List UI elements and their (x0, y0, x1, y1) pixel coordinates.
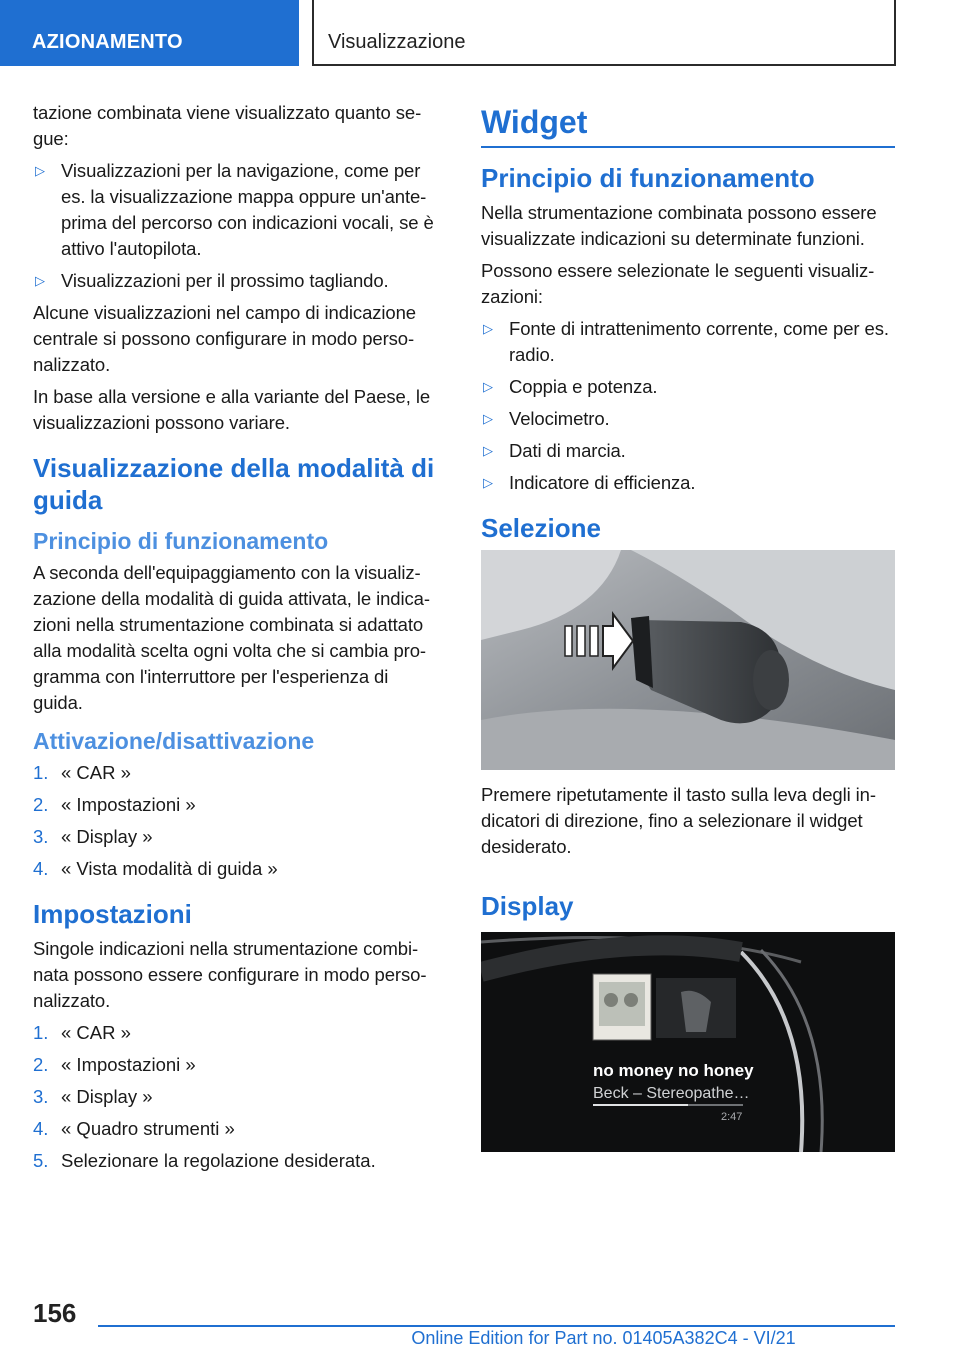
triangle-bullet-icon: ▷ (35, 163, 45, 178)
turn-signal-lever-image (481, 550, 895, 770)
section-tab: AZIONAMENTO (0, 0, 299, 66)
settings-text: Singole indicazioni nella strumentazione combi-nata possono essere configurare in modo perso-nalizzato. (33, 938, 427, 1011)
right-column (481, 100, 895, 1164)
chapter-title: Visualizzazione (312, 0, 896, 66)
instrument-display-image (481, 932, 895, 1152)
heading-selection: Selezione (481, 513, 601, 543)
heading-widget: Widget (481, 100, 895, 148)
list-item: 3. « Display » (33, 1086, 153, 1107)
heading-activation: Attivazione/disattivazione (33, 728, 315, 754)
list-item: 2. « Impostazioni » (33, 1054, 196, 1075)
paragraph-variants: In base alla versione e alla variante del Paese, le visualizzazioni possono variare. (33, 386, 431, 433)
heading-drive-mode: Visualizzazione della modalità di guida (33, 453, 435, 515)
heading-settings: Impostazioni (33, 899, 192, 929)
song-title: no money no honey (593, 1061, 754, 1080)
widget-principle-text: Nella strumentazione combinata possono essere visualizzate indicazioni su determinate funzioni. (481, 202, 877, 249)
triangle-bullet-icon: ▷ (483, 321, 493, 336)
widget-select-intro: Possono essere selezionate le seguenti visualiz-zazioni: (481, 260, 875, 307)
list-item: ▷ Velocimetro. (481, 406, 895, 432)
list-item: ▷ Visualizzazioni per il prossimo tagliando. (33, 268, 443, 294)
activation-steps (33, 760, 443, 882)
settings-steps (33, 1020, 443, 1174)
list-item: 4. « Vista modalità di guida » (33, 858, 278, 879)
list-item: 5. Selezionare la regolazione desiderata. (33, 1150, 376, 1171)
triangle-bullet-icon: ▷ (35, 273, 45, 288)
footer-divider (98, 1325, 895, 1327)
list-item: ▷ Coppia e potenza. (481, 374, 895, 400)
list-item: ▷ Indicatore di efficienza. (481, 470, 895, 496)
triangle-bullet-icon: ▷ (483, 379, 493, 394)
page-number: 156 (33, 1298, 77, 1328)
triangle-bullet-icon: ▷ (483, 443, 493, 458)
footer-edition: Online Edition for Part no. 01405A382C4 - VI/21 (411, 1328, 796, 1348)
list-item: 2. « Impostazioni » (33, 794, 196, 815)
song-artist: Beck – Stereopathe… (593, 1085, 750, 1102)
intro-bullet-list (33, 158, 443, 294)
paragraph-configurable: Alcune visualizzazioni nel campo di indicazione centrale si possono configurare in modo perso-nalizzato. (33, 302, 416, 375)
list-item: 1. « CAR » (33, 1022, 131, 1043)
list-item: 4. « Quadro strumenti » (33, 1118, 235, 1139)
heading-display: Display (481, 891, 574, 921)
list-item: 1. « CAR » (33, 762, 131, 783)
list-item: ▷ Fonte di intrattenimento corrente, come per es. radio. (483, 318, 889, 365)
heading-principle: Principio di funzionamento (33, 528, 329, 554)
principle-text: A seconda dell'equipaggiamento con la visualiz-zazione della modalità di guida attivata, le indica-zioni nella strumentazione combinata si adattato alla modalità scelta ogni volta che si cambia pro-gramma con l'interruttore per l'esperienza di guida. (33, 562, 430, 713)
song-time: 2:47 (721, 1111, 743, 1123)
list-item: 3. « Display » (33, 826, 153, 847)
widget-bullet-list (481, 316, 895, 496)
list-item: ▷ Dati di marcia. (481, 438, 895, 464)
intro-text: tazione combinata viene visualizzato quanto se-gue: (33, 102, 422, 149)
triangle-bullet-icon: ▷ (483, 475, 493, 490)
heading-principle-widget: Principio di funzionamento (481, 163, 815, 193)
left-column (33, 100, 443, 1180)
triangle-bullet-icon: ▷ (483, 411, 493, 426)
selection-text: Premere ripetutamente il tasto sulla leva degli in-dicatori di direzione, fino a selezionare il widget desiderato. (481, 784, 876, 857)
list-item: ▷ Visualizzazioni per la navigazione, come per es. la visualizzazione mappa oppure un'ante-prima del percorso con indicazioni vocali, se è attivo l'autopilota. (35, 160, 434, 259)
